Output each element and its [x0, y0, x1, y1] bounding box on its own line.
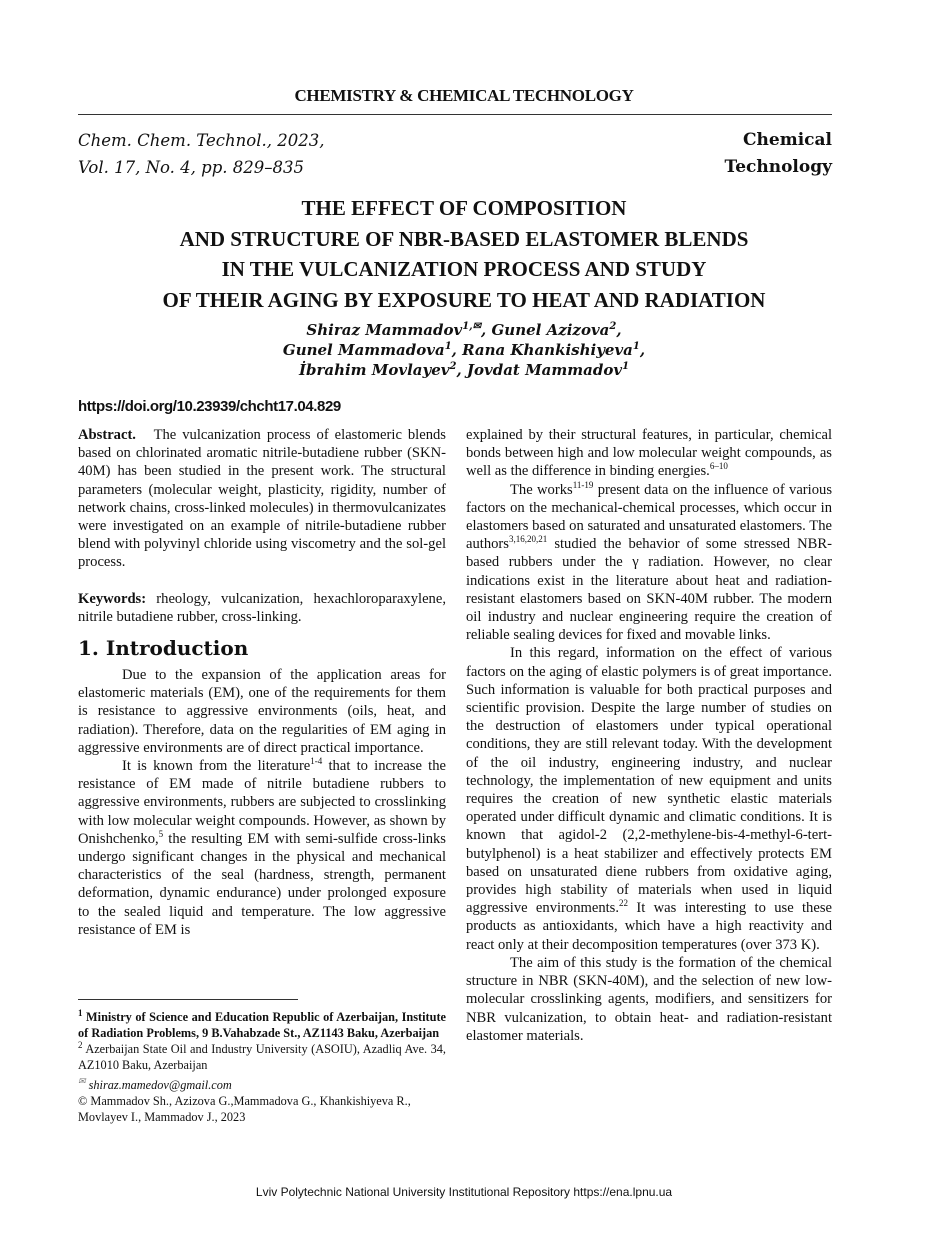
paragraph: [466, 481, 832, 645]
section-label: [725, 127, 833, 181]
citation-ref: 5: [158, 829, 164, 839]
affiliation-sup: 1: [444, 341, 452, 352]
section-heading: 1. Introduction: [78, 636, 249, 661]
section-line: Chemical: [743, 130, 832, 150]
paragraph: [466, 426, 832, 481]
footnote-divider: [78, 999, 298, 1000]
author: İbrahim Movlayev: [298, 361, 450, 379]
author-list: [0, 320, 928, 380]
affiliation-sup: 1: [632, 341, 640, 352]
citation-ref: 3,16,20,21: [508, 534, 548, 545]
affiliation-sup: 2: [449, 361, 457, 372]
footnote-mark: 2: [78, 1039, 83, 1050]
paper-title: [0, 193, 928, 315]
doi-link[interactable]: https://doi.org/10.23939/chcht17.04.829: [78, 398, 341, 415]
sep: ,: [616, 321, 622, 339]
text: studied the behavior of some stressed NBR-based rubbers under the γ radiation. However, no clear indications exist in the literature about heat and radiation-resistant elastomers based on SKN-40M rubber. The modern oil industry and nuclear engineering require the creation of reliable sealing devices for fixed and movable links.: [466, 536, 832, 644]
citation-line: Chem. Chem. Technol., 2023,: [78, 131, 325, 150]
abstract-label: Abstract.: [78, 427, 136, 443]
sep: ,: [456, 361, 467, 379]
sep: ,: [639, 341, 646, 359]
sep: ,: [451, 341, 463, 359]
journal-header: CHEMISTRY & CHEMICAL TECHNOLOGY: [294, 86, 634, 105]
sep: ,: [481, 321, 492, 339]
citation-ref: 6–10: [709, 461, 728, 472]
footnotes: [78, 1009, 446, 1125]
title-line: THE EFFECT OF COMPOSITION: [301, 196, 627, 220]
keywords: [78, 590, 446, 626]
citation-ref: 22: [619, 898, 629, 909]
text: In this regard, information on the effect of various factors on the aging of elastic polymers is of great importance. Such information is valuable for both practical purposes and scientific provision. Despite the large number of studies on the destruction of elastomers under typical operational conditions, they are still relevant today. With the development of the oil industry, engineering industry, and nuclear technology, the implementation of new equipment and units requires the creation of new synthetic elastic materials operated under difficult dynamic and climatic conditions. It is known that agidol-2 (2,2-methylene-bis-4-methyl-6-tert-butylphenol) is a heat stabilizer and effectively protects EM based on unsaturated diene rubbers from oxidative aging, provides high stability of materials when used in liquid aggressive environments.: [466, 645, 832, 917]
keywords-text: rheology, vulcanization, hexachloroparaxylene, nitrile butadiene rubber, cross-linking.: [78, 590, 446, 625]
abstract-text: The vulcanization process of elastomeric blends based on chlorinated aromatic nitrile-butadiene rubber (SKN-40M) has been studied in the present work. The structural parameters (molecular weight, plasticity, rigidity, number of network chains, cross-linked molecules) in thermovulcanizates were investigated on an example of nitrile-butadiene rubber blend with polyvinyl chloride using viscometry and the sol-gel process.: [78, 427, 446, 571]
envelope-icon: ✉: [78, 1076, 86, 1086]
citation-line: Vol. 17, No. 4, pp. 829–835: [78, 158, 304, 177]
text: The aim of this study is the formation of the chemical structure in NBR (SKN-40M), and the selection of new low-molecular crosslinking agents, modifiers, and sensitizers for NBR vulcanization, to obtain heat- and radiation-resistant elastomer materials.: [466, 954, 832, 1044]
citation: [78, 127, 324, 181]
keywords-label: Keywords:: [78, 590, 147, 607]
affiliation-sup: 1,✉: [462, 321, 482, 332]
title-line: IN THE VULCANIZATION PROCESS AND STUDY: [221, 257, 707, 281]
text: explained by their structural features, in particular, chemical bonds between high and low molecular weight compounds, as well as the difference in binding energies.: [466, 427, 832, 480]
repository-footer: Lviv Polytechnic National University Institutional Repository https://ena.lpnu.ua: [255, 1185, 673, 1199]
text: It was interesting to use these products as antioxidants, which have a high reactivity and react only at their decomposition temperatures (over 373 K).: [466, 900, 832, 953]
text: It is known from the literature: [122, 758, 311, 775]
affiliation-sup: 2: [609, 321, 617, 332]
header-divider: [78, 114, 832, 115]
citation-ref: 11-19: [572, 479, 594, 490]
left-column: [78, 426, 446, 939]
citation-ref: 1-4: [310, 756, 323, 767]
paragraph: [466, 644, 832, 953]
title-line: AND STRUCTURE OF NBR-BASED ELASTOMER BLENDS: [179, 226, 749, 251]
title-line: OF THEIR AGING BY EXPOSURE TO HEAT AND RADIATION: [162, 287, 766, 312]
section-line: Technology: [724, 157, 832, 177]
author: Shiraz Mammadov: [306, 321, 463, 339]
author: Gunel Azizova: [491, 321, 610, 339]
author: Jovdat Mammadov: [466, 361, 623, 379]
author: Gunel Mammadova: [282, 341, 445, 359]
email-footnote: [78, 1073, 446, 1093]
text: Azerbaijan State Oil and Industry University (ASOIU), Azadliq Ave. 34, AZ1010 Baku, Azerbaijan: [78, 1042, 446, 1072]
affiliation-sup: 1: [622, 361, 630, 372]
text: Ministry of Science and Education Republic of Azerbaijan, Institute of Radiation Problems, 9 B.Vahabzade St., AZ1143 Baku, Azerbaijan: [78, 1010, 447, 1040]
footnote-mark: 1: [78, 1007, 83, 1018]
abstract: [78, 426, 446, 572]
paragraph: [78, 666, 446, 757]
footnote: [78, 1009, 446, 1041]
paragraph: [78, 757, 446, 939]
text: present data on the influence of various factors on the mechanical-chemical processes, which occur in elastomers based on saturated and unsaturated elastomers. The authors: [466, 481, 832, 553]
text: that to increase the resistance of EM made of nitrile butadiene rubbers to aggressive environments, rubbers are subjected to crosslinking with low molecular weight compounds. However, as shown by Onishchenko,: [78, 758, 446, 847]
text: Due to the expansion of the application areas for elastomeric materials (EM), one of the requirements for them is resistance to aggressive environments (oils, heat, and radiation). Therefore, data on the regularities of EM aging in aggressive environments are of direct practical importance.: [78, 667, 446, 756]
paragraph: [466, 954, 832, 1045]
text: The works: [510, 481, 573, 498]
right-column: [466, 426, 832, 1045]
email-link[interactable]: shiraz.mamedov@gmail.com: [88, 1078, 232, 1093]
author: Rana Khankishiyeva: [462, 341, 633, 359]
copyright: © Mammadov Sh., Azizova G.,Mammadova G., Khankishiyeva R., Movlayev I., Mammadov J., 2023: [78, 1094, 411, 1125]
text: the resulting EM with semi-sulfide cross-links undergo significant changes in the physical and mechanical characteristics of the seal (hardness, strength, permanent deformation, dynamic endurance) under prolonged exposure to the sealed liquid and temperature. The low aggressive resistance of EM is: [78, 830, 446, 938]
footnote: [78, 1041, 446, 1073]
